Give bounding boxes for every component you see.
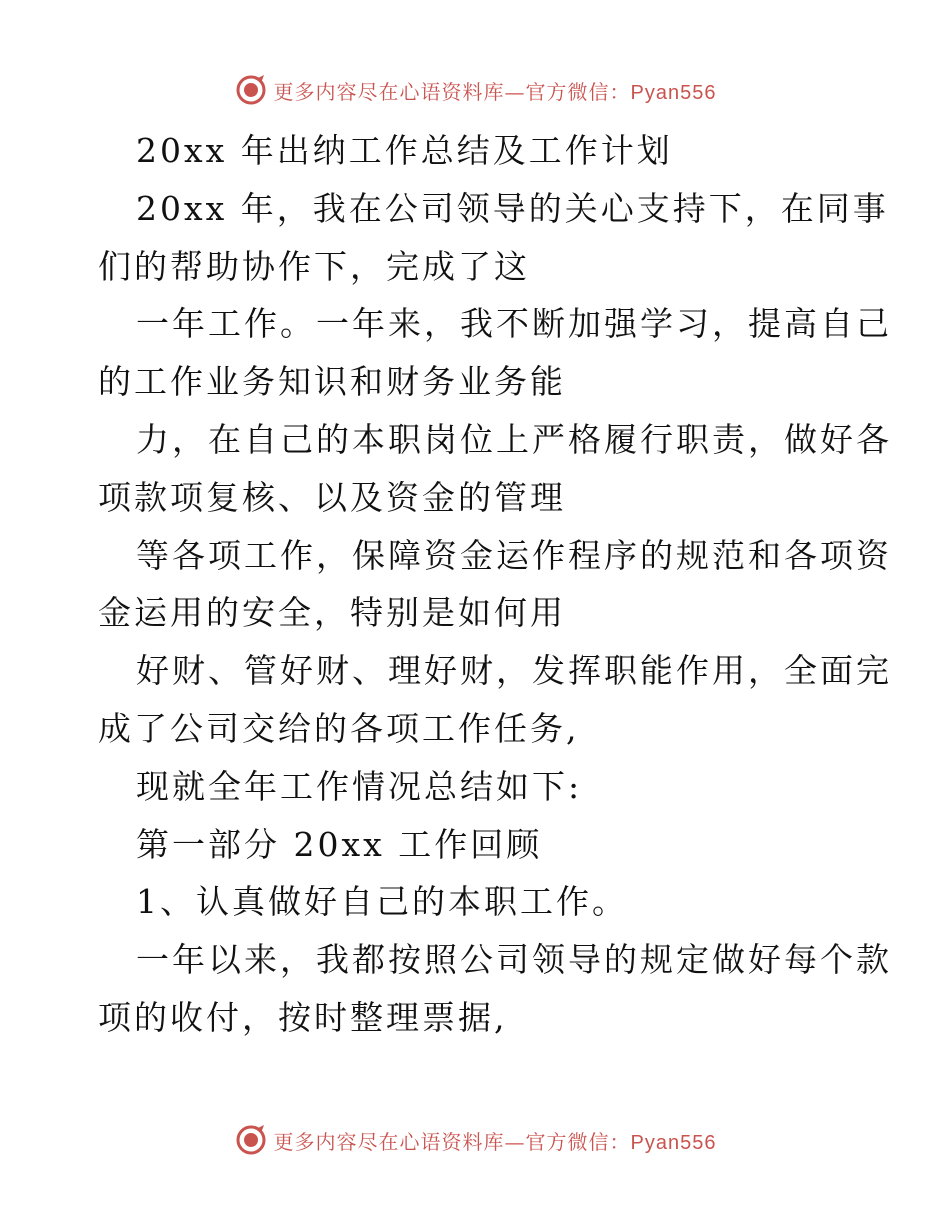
watermark-footer bbox=[0, 1120, 950, 1160]
brand-logo-icon bbox=[234, 73, 268, 107]
watermark-text: 更多内容尽在心语资料库—官方微信：Pyan556 bbox=[273, 79, 717, 104]
watermark-header bbox=[0, 70, 950, 110]
text-line: 力，在自己的本职岗位上严格履行职责，做好各 bbox=[136, 419, 892, 459]
text-line: 的工作业务知识和财务业务能 bbox=[98, 362, 566, 402]
watermark-text: 更多内容尽在心语资料库—官方微信：Pyan556 bbox=[273, 1129, 717, 1154]
text-line: 第一部分 20xx 工作回顾 bbox=[136, 824, 543, 864]
text-line: 20xx 年，我在公司领导的关心支持下，在同事 bbox=[136, 188, 889, 228]
text-line: 金运用的安全，特别是如何用 bbox=[98, 593, 566, 633]
text-line: 们的帮助协作下，完成了这 bbox=[98, 246, 530, 286]
text-line: 项的收付，按时整理票据, bbox=[98, 997, 508, 1037]
document-body bbox=[98, 122, 892, 1047]
text-line: 好财、管好财、理好财，发挥职能作用，全面完 bbox=[136, 651, 892, 691]
text-line: 等各项工作，保障资金运作程序的规范和各项资 bbox=[136, 535, 892, 575]
brand-logo-icon bbox=[234, 1123, 268, 1157]
text-line: 一年工作。一年来，我不断加强学习，提高自己 bbox=[136, 304, 892, 344]
text-line: 项款项复核、以及资金的管理 bbox=[98, 477, 566, 517]
text-line: 一年以来，我都按照公司领导的规定做好每个款 bbox=[136, 940, 892, 980]
text-line: 1、认真做好自己的本职工作。 bbox=[136, 882, 628, 922]
text-line: 20xx 年出纳工作总结及工作计划 bbox=[136, 131, 673, 170]
text-line: 成了公司交给的各项工作任务, bbox=[98, 708, 580, 748]
text-line: 现就全年工作情况总结如下: bbox=[136, 766, 583, 806]
